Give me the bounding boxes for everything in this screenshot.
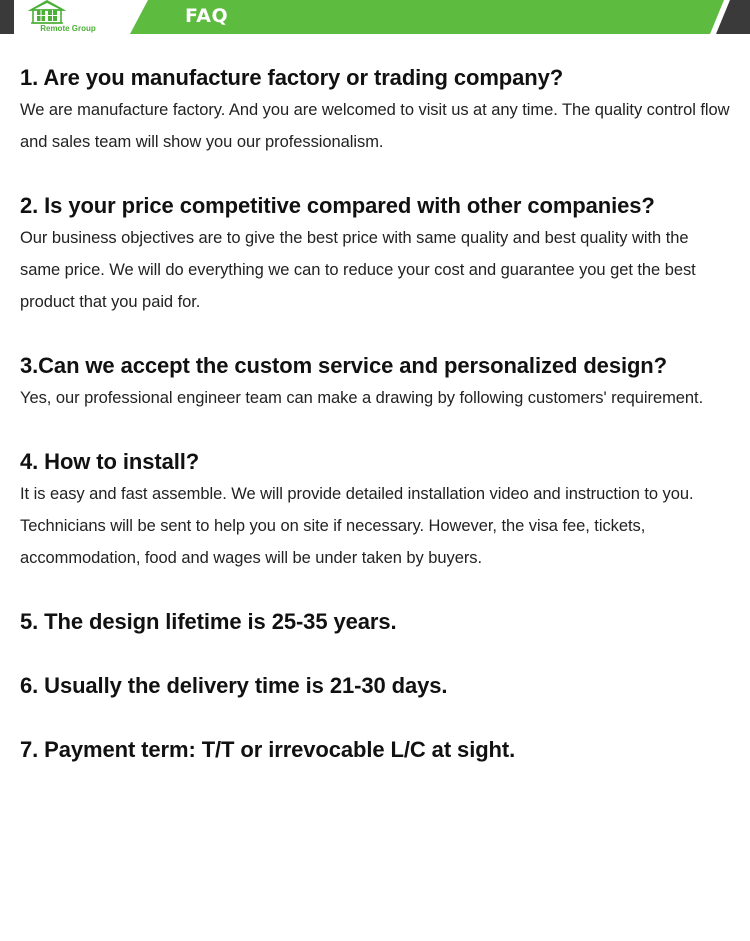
faq-item-3 [20,352,732,414]
faq-item-6 [20,672,732,700]
faq-answer: Our business objectives are to give the best price with same quality and best quality with the same price. We will do everything we can to reduce your cost and guarantee you get the best product that you paid for. [20,229,696,311]
faq-item-5 [20,608,732,636]
logo-text: Remote Group [40,24,96,33]
faq-question: 2. Is your price competitive compared with other companies? [20,193,655,218]
greenhouse-logo-icon [28,0,66,24]
faq-item-2 [20,192,732,318]
faq-answer: It is easy and fast assemble. We will provide detailed installation video and instruction to you. Technicians will be sent to help you on site if necessary. However, the visa fee, tickets, accommodation, food and wages will be under taken by buyers. [20,485,694,567]
faq-statement: 5. The design lifetime is 25-35 years. [20,609,397,634]
faq-question: 1. Are you manufacture factory or trading company? [20,65,564,90]
faq-question: 3.Can we accept the custom service and personalized design? [20,353,667,378]
page-title: FAQ [185,5,229,27]
faq-statement: 7. Payment term: T/T or irrevocable L/C at sight. [20,737,516,762]
header-banner-shape [0,0,750,34]
header-banner [0,0,750,34]
faq-answer: We are manufacture factory. And you are welcomed to visit us at any time. The quality control flow and sales team will show you our professionalism. [20,101,730,151]
faq-question: 4. How to install? [20,449,200,474]
faq-list [20,64,732,764]
faq-statement: 6. Usually the delivery time is 21-30 days. [20,673,448,698]
logo [28,0,108,34]
faq-answer: Yes, our professional engineer team can make a drawing by following customers' requirement. [20,389,704,407]
faq-item-7 [20,736,732,764]
faq-item-1 [20,64,732,158]
faq-item-4 [20,448,732,574]
